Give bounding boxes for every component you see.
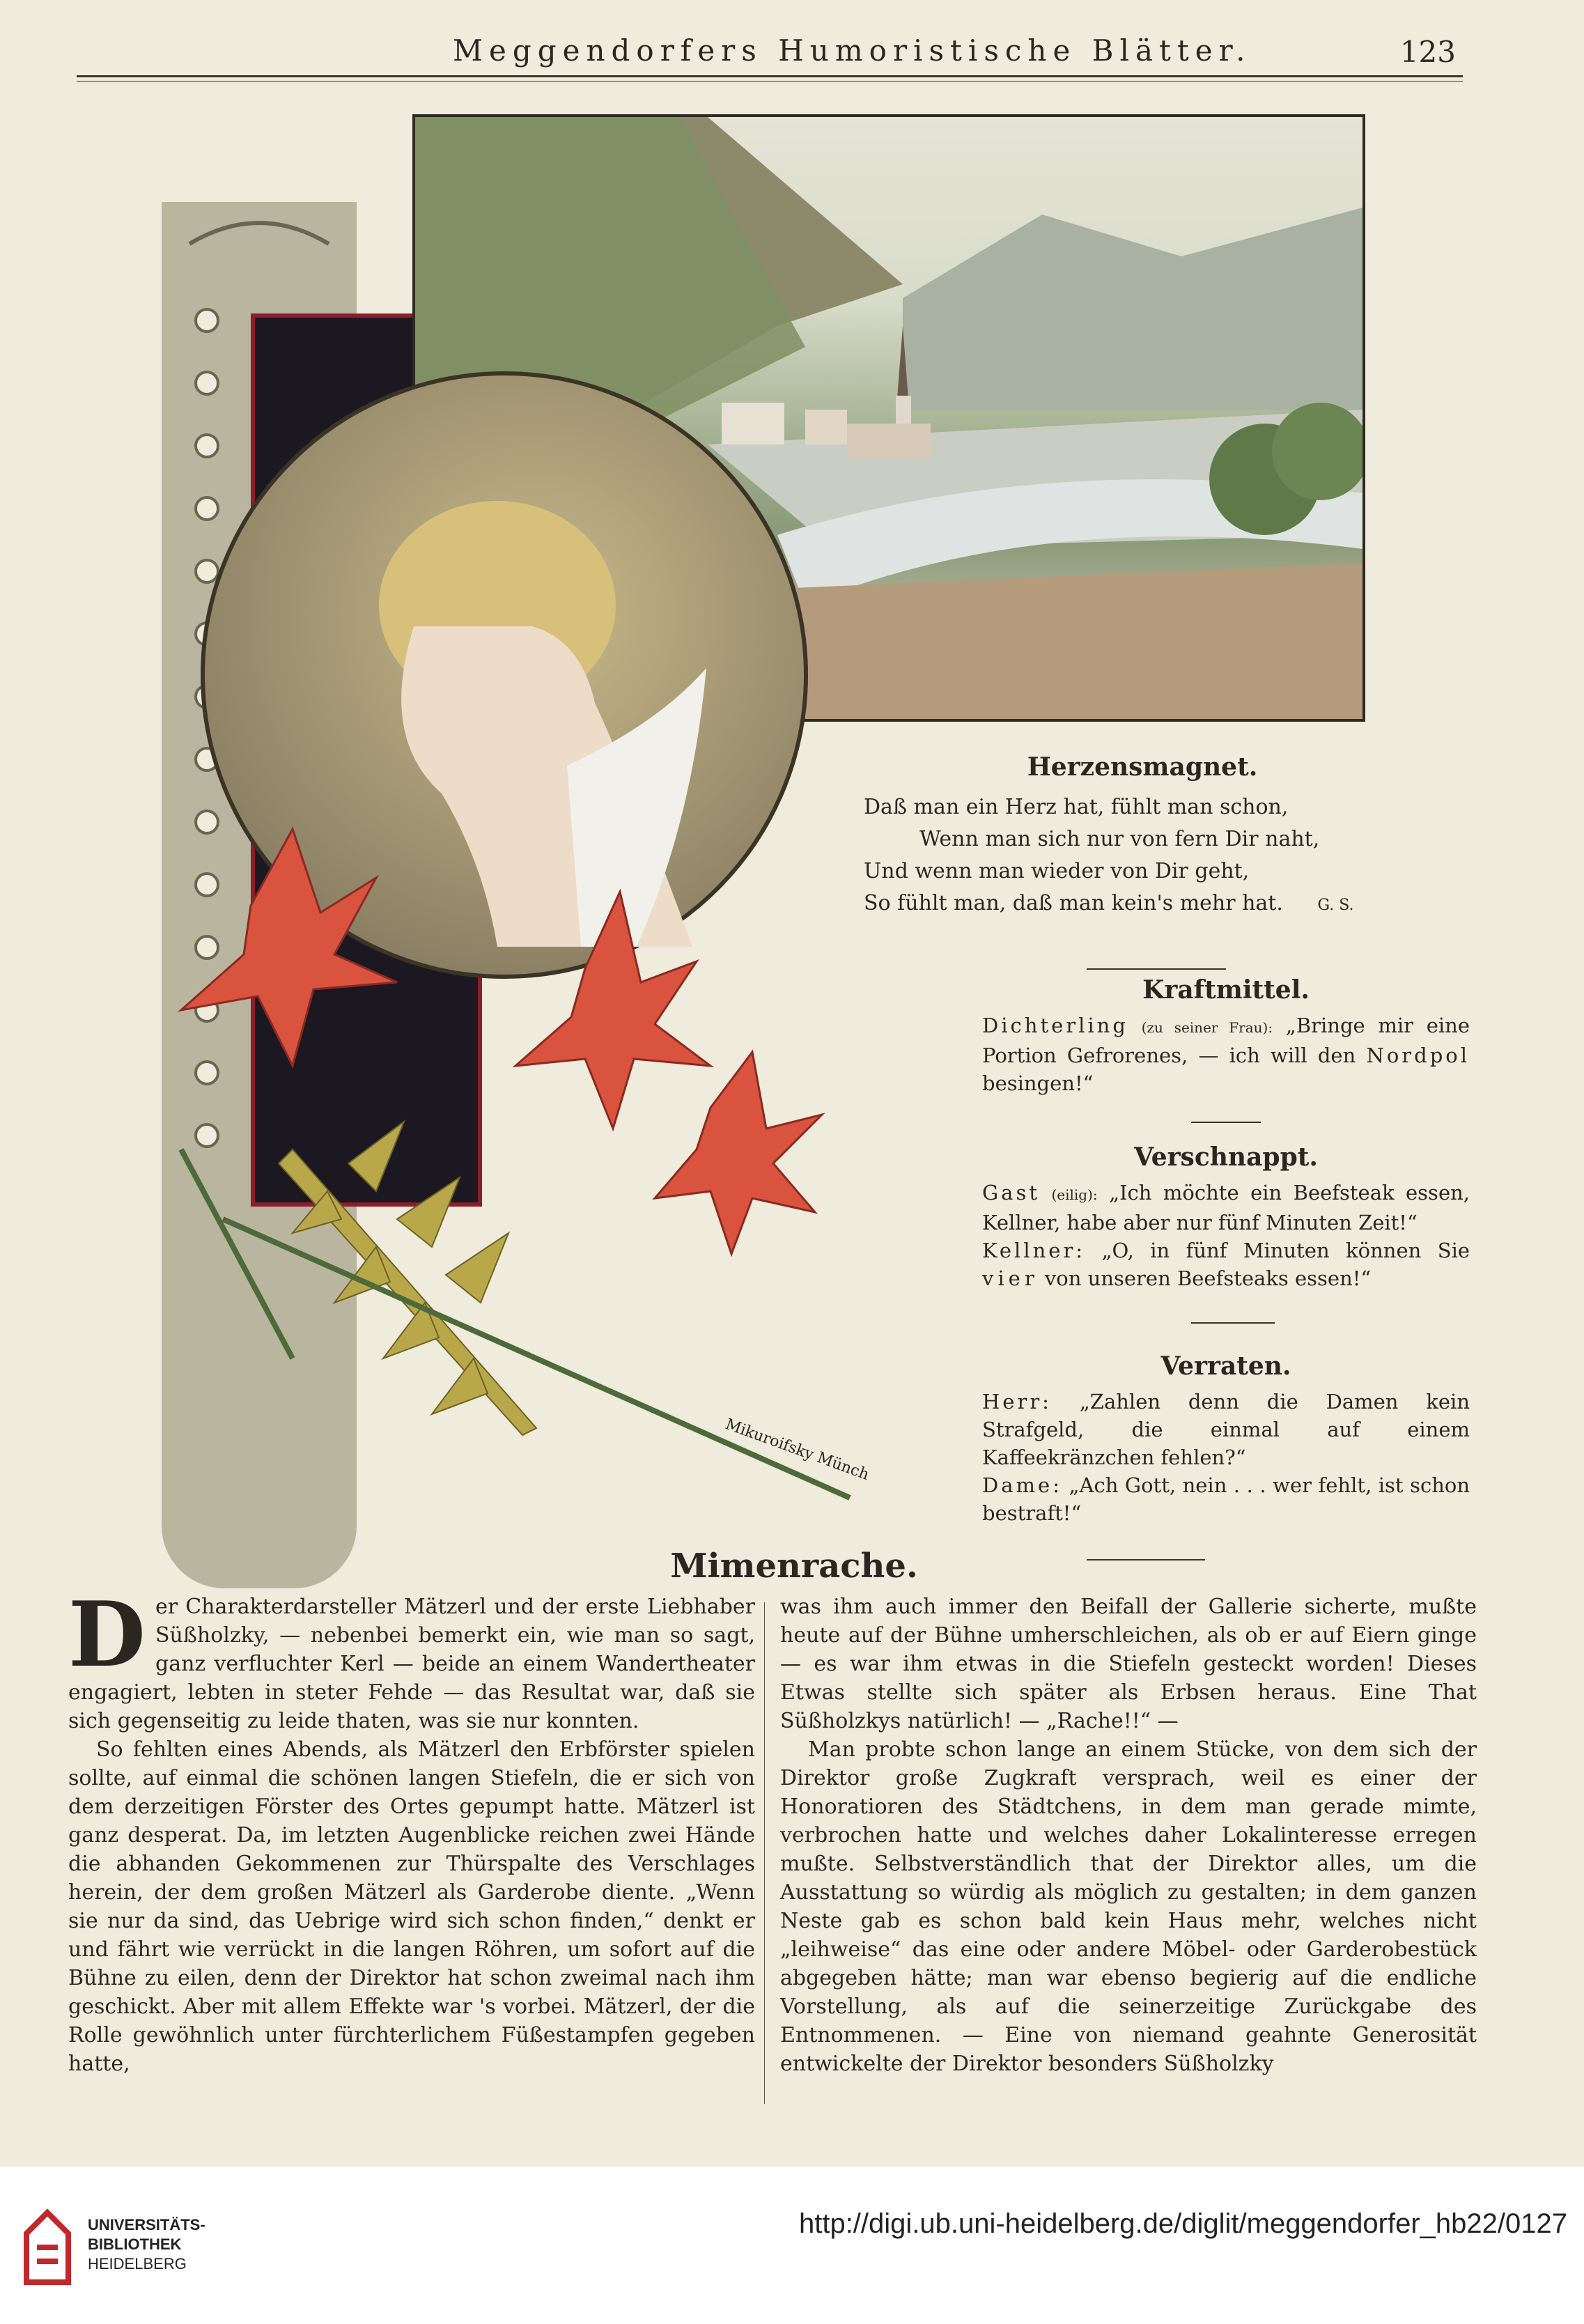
poem-line: Und wenn man wieder von Dir geht, xyxy=(864,859,1250,883)
paragraph: So fehlten eines Abends, als Mätzerl den Erbförster spielen sollte, auf einmal die schönen langen Stiefeln, die er sich von dem derzeitigen Förster des Ortes gepumpt hatte. Mätzerl ist ganz desperat. Da, im letzten Augenblicke reichen zwei Hände die abhanden Gekommenen zur Thürspalte des Verschlages herein, der dem großen Mätzerl als Garderobe diente. „Wenn sie nur da sind, das Uebrige wird sich schon finden,“ denkt er und fährt wie verrückt in die langen Röhren, um sofort auf die Bühne zu eilen, denn der Direktor hat schon zweimal nach ihm geschickt. Aber mit allem Effekte war 's vorbei. Mätzerl, der die Rolle gewöhnlich unter fürchterlichem Füßestampfen gegeben hatte, xyxy=(68,1737,755,2076)
artist-signature: Mikuroifsky Münch xyxy=(722,1416,871,1484)
poem-line: So fühlt man, daß man kein's mehr hat. G. S. xyxy=(864,891,1354,915)
header-rule xyxy=(77,75,1463,77)
joke-verschnappt xyxy=(982,1142,1470,1292)
separator xyxy=(1087,1559,1205,1560)
joke-verraten xyxy=(982,1351,1470,1527)
library-logo-icon xyxy=(20,2206,75,2289)
separator xyxy=(1191,1322,1275,1324)
poem-line: Daß man ein Herz hat, fühlt man schon, xyxy=(864,795,1289,819)
library-name: UNIVERSITÄTS- BIBLIOTHEK HEIDELBERG xyxy=(88,2216,205,2272)
header-rule-thin xyxy=(77,81,1463,82)
story-column-left xyxy=(68,1583,755,2078)
column-divider xyxy=(764,1602,765,2104)
source-url-link[interactable]: http://digi.ub.uni-heidelberg.de/diglit/meggendorfer_hb22/0127 xyxy=(798,2208,1567,2239)
poem-lines xyxy=(864,791,1421,922)
lily-fern-bouquet-icon xyxy=(84,801,919,1533)
page-number: 123 xyxy=(1399,35,1456,69)
paragraph: Der Charakterdarsteller Mätzerl und der erste Liebhaber Süßholzky, — nebenbei bemerkt ein, wie man so sagt, ganz verfluchter Kerl — beide an einem Wandertheater engagiert, lebten in steter Fehde — das Resultat war, daß sie sich gegenseitig zu leide thaten, was sie nur konnten. xyxy=(68,1583,755,1733)
separator xyxy=(1191,1122,1261,1123)
footer xyxy=(0,2187,1584,2324)
running-header xyxy=(77,29,1470,78)
poem-title: Herzensmagnet. xyxy=(1027,752,1258,782)
journal-title: Meggendorfers Humoristische Blätter. xyxy=(453,33,1252,68)
joke-title: Kraftmittel. xyxy=(1142,975,1310,1005)
separator xyxy=(1087,968,1226,970)
drop-cap: D xyxy=(68,1583,146,1687)
paragraph: was ihm auch immer den Beifall der Gallerie sicherte, mußte heute auf der Bühne umherschleichen, als ob er auf Eiern ginge — es war ihm etwas in die Stiefeln gesteckt worden! Dieses Etwas stellte sich später als Erbsen heraus. Eine That Süßholzkys natürlich! — „Rache!!“ — xyxy=(780,1595,1477,1733)
joke-title: Verraten. xyxy=(1160,1351,1291,1381)
poem-herzensmagnet xyxy=(864,752,1421,922)
story-title: Mimenrache. xyxy=(670,1547,918,1586)
story-column-right xyxy=(780,1593,1477,2078)
author-initials: G. S. xyxy=(1317,897,1354,914)
joke-text: Dichterling (zu seiner Frau): „Bringe mir eine Portion Gefrorenes, — ich will den Nordpol besingen!“ xyxy=(982,1014,1470,1095)
joke-kraftmittel xyxy=(982,975,1470,1097)
joke-text: Herr: „Zahlen denn die Damen kein Strafgeld, die einmal auf einem Kaffeekränzchen fehlen?“ Dame: „Ach Gott, nein . . . wer fehlt, ist schon bestraft!“ xyxy=(982,1390,1470,1525)
poem-line: Wenn man sich nur von fern Dir naht, xyxy=(919,827,1320,851)
paragraph: Man probte schon lange an einem Stücke, von dem sich der Direktor große Zugkraft versprach, weil es einer der Honoratioren des Städtchens, in dem man gerade mimte, verbrochen hatte und welches daher Lokalinteresse erregen mußte. Selbstverständlich that der Direktor alles, um die Ausstattung so würdig als möglich zu gestalten; in dem ganzen Neste gab es schon bald kein Haus mehr, welches nicht „leihweise“ das eine oder andere Möbel- oder Garderobestück abgegeben hätte; man war ebenso begierig auf die endliche Vorstellung, als auf die seinerzeitige Zurückgabe des Entnommenen. — Eine von niemand geahnte Generosität entwickelte der Direktor besonders Süßholzky xyxy=(780,1737,1477,2076)
joke-text: Gast (eilig): „Ich möchte ein Beefsteak essen, Kellner, habe aber nur fünf Minuten Zeit!“ Kellner: „O, in fünf Minuten können Sie vier von unseren Beefsteaks essen!“ xyxy=(982,1181,1470,1290)
joke-title: Verschnappt. xyxy=(1134,1142,1318,1172)
